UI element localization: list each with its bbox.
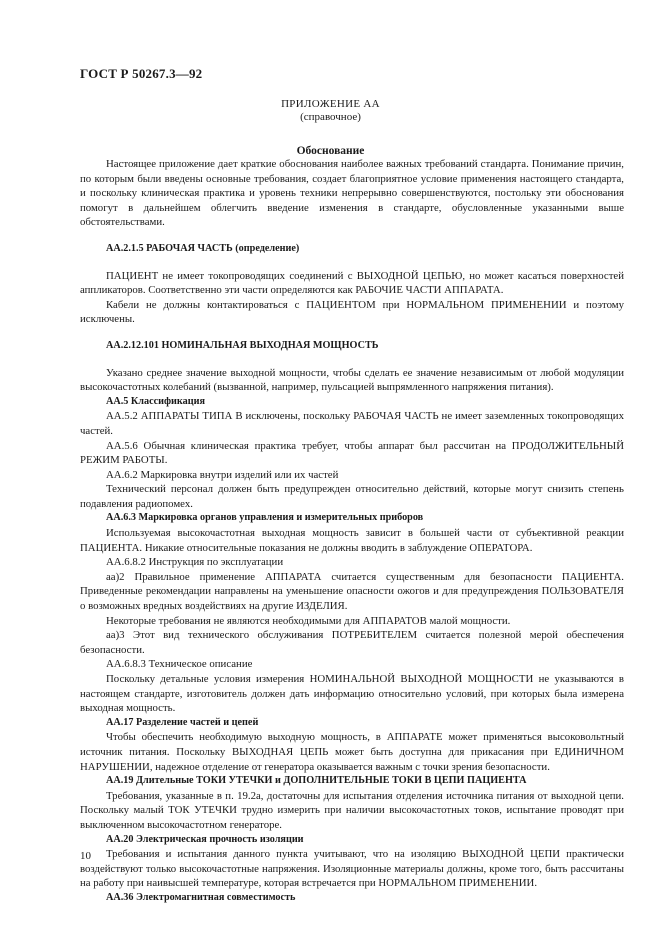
paragraph: аа)2 Правильное применение АППАРАТА считается существенным для безопасности ПАЦИЕНТА. Приведенные рекомендации направлены на уменьшение опасности ожогов и для предупреждения ПОЛЬЗОВАТЕЛЯ о возможных вредных воздействиях на другие ИЗДЕЛИЯ. bbox=[80, 570, 624, 613]
paragraph: Указано среднее значение выходной мощности, чтобы сделать ее значение независимым от любой модуляции высокочастотных колебаний (вызванной, например, пульсацией выпрямленного напряжения питания). bbox=[80, 366, 624, 394]
appendix-title: ПРИЛОЖЕНИЕ АА bbox=[281, 98, 380, 110]
paragraph: АА.6.8.3 Техническое описание bbox=[106, 658, 253, 671]
section-heading-aa-19: АА.19 Длительные ТОКИ УТЕЧКИ и ДОПОЛНИТЕЛЬНЫЕ ТОКИ В ЦЕПИ ПАЦИЕНТА bbox=[106, 775, 527, 787]
paragraph: Чтобы обеспечить необходимую выходную мощность, в АППАРАТЕ может применяться высоковольтный источник питания. Поскольку ВЫХОДНАЯ ЦЕПЬ может быть доступна для прикасания при ЕДИНИЧНОМ НАРУШЕНИИ, надежное отделение от генератора оказывается важным с точки зрения безопасности. bbox=[80, 731, 624, 773]
paragraph: АА.5.2 АППАРАТЫ ТИПА В исключены, поскольку РАБОЧАЯ ЧАСТЬ не имеет заземленных токопроводящих частей. bbox=[80, 410, 624, 437]
appendix-subtitle: (справочное) bbox=[300, 111, 361, 123]
paragraph: Технический персонал должен быть предупрежден относительно действий, которые могут снизить степень подавления радиопомех. bbox=[80, 483, 624, 510]
paragraph: Некоторые требования не являются необходимыми для АППАРАТОВ малой мощности. bbox=[106, 614, 511, 627]
section-heading-aa-6-3: АА.6.3 Маркировка органов управления и измерительных приборов bbox=[106, 512, 424, 524]
paragraph: ПАЦИЕНТ не имеет токопроводящих соединений с ВЫХОДНОЙ ЦЕПЬЮ, но может касаться поверхностей аппликаторов. Соответственно эти части определяются как РАБОЧИЕ ЧАСТИ АППАРАТА. bbox=[80, 269, 624, 297]
page-number: 10 bbox=[80, 850, 91, 862]
paragraph: АА.6.2 Маркировка внутри изделий или их частей bbox=[106, 468, 339, 481]
section-title: Обоснование bbox=[296, 145, 365, 157]
section-heading-aa-36: АА.36 Электромагнитная совместимость bbox=[106, 891, 296, 903]
section-heading-aa-5: АА.5 Классификация bbox=[106, 395, 205, 407]
intro-paragraph: Настоящее приложение дает краткие обоснования наиболее важных требований стандарта. Понимание причин, по которым были введены основные требования, создает благоприятное условие применения настоящего стандарта, и поскольку клиническая практика и уровень техники непрерывно совершенствуются, постольку эти обоснования помогут в дальнейшем облегчить введение изменения в стандарте, обусловленные указанными выше обстоятельствами. bbox=[80, 158, 624, 229]
document-body bbox=[80, 157, 624, 906]
paragraph: Требования, указанные в п. 19.2а, достаточны для испытания отделения источника питания от выходной цепи. Поскольку малый ТОК УТЕЧКИ трудно измерить при наличии высокочастотных токов, испытание проводят при выключенном высокочастотном генераторе. bbox=[80, 789, 624, 831]
section-heading-aa-2-12-101: АА.2.12.101 НОМИНАЛЬНАЯ ВЫХОДНАЯ МОЩНОСТЬ bbox=[106, 339, 379, 351]
paragraph: Кабели не должны контактироваться с ПАЦИЕНТОМ при НОРМАЛЬНОМ ПРИМЕНЕНИИ и поэтому исключены. bbox=[80, 298, 624, 326]
paragraph: аа)3 Этот вид технического обслуживания ПОТРЕБИТЕЛЕМ считается полезной мерой обеспечения безопасности. bbox=[80, 629, 624, 656]
paragraph: АА.6.8.2 Инструкция по эксплуатации bbox=[106, 556, 284, 569]
paragraph: Требования и испытания данного пункта учитывают, что на изоляцию ВЫХОДНОЙ ЦЕПИ практически воздействуют только высокочастотные напряжения. Изоляционные материалы должны, кроме того, быть рассчитаны на работу при наивысшей температуре, которая встречается при НОРМАЛЬНОМ ПРИМЕНЕНИИ. bbox=[80, 848, 624, 890]
standard-number: ГОСТ Р 50267.3—92 bbox=[80, 66, 203, 81]
section-heading-aa-20: АА.20 Электрическая прочность изоляции bbox=[106, 833, 304, 845]
section-heading-aa-17: АА.17 Разделение частей и цепей bbox=[106, 716, 259, 728]
paragraph: Поскольку детальные условия измерения НОМИНАЛЬНОЙ ВЫХОДНОЙ МОЩНОСТИ не указываются в настоящем стандарте, изготовитель должен дать информацию относительно условий, при которых была измерена выходная мощность. bbox=[80, 673, 624, 715]
paragraph: Используемая высокочастотная выходная мощность зависит в большей части от субъективной реакции ПАЦИЕНТА. Никакие относительные показания не должны вводить в заблуждение ОПЕРАТОРА. bbox=[80, 527, 624, 554]
paragraph: АА.5.6 Обычная клиническая практика требует, чтобы аппарат был рассчитан на ПРОДОЛЖИТЕЛЬНЫЙ РЕЖИМ РАБОТЫ. bbox=[80, 439, 624, 467]
section-heading-aa-2-1-5: АА.2.1.5 РАБОЧАЯ ЧАСТЬ (определение) bbox=[106, 242, 300, 254]
